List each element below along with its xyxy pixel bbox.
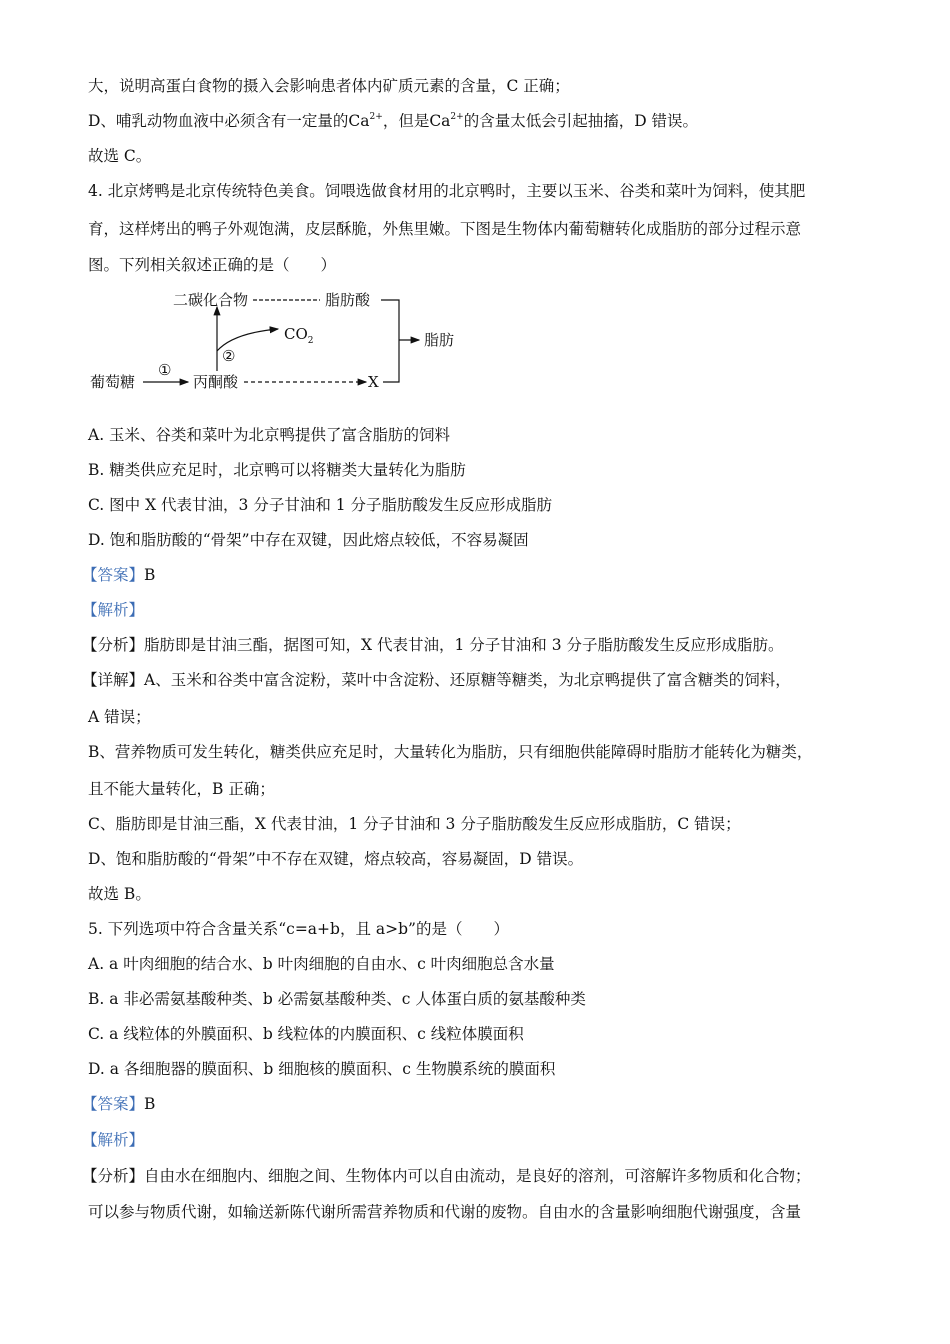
detail-text: A、玉米和谷类中富含淀粉，菜叶中含淀粉、还原糖等糖类，为北京鸭提供了富含糖类的饲料， [144, 671, 791, 689]
detail-label: 【详解】 [82, 671, 145, 689]
answer-value: B [144, 1095, 156, 1113]
text-line: A 错误； [88, 708, 151, 726]
answer-line [82, 565, 155, 585]
text-line [88, 111, 698, 131]
glucose-to-fat-diagram [88, 283, 468, 398]
question-stem: 5. 下列选项中符合含量关系“c=a+b，且 a>b”的是（ ） [88, 920, 509, 938]
option-a: A. a 叶肉细胞的结合水、b 叶肉细胞的自由水、c 叶肉细胞总含水量 [88, 955, 555, 973]
pyruvate-label: 丙酮酸 [193, 373, 239, 391]
text-line: 故选 B。 [88, 885, 151, 903]
option-c: C. a 线粒体的外膜面积、b 线粒体的内膜面积、c 线粒体膜面积 [88, 1025, 524, 1043]
fat-label: 脂肪 [424, 331, 455, 349]
text-line: C、脂肪即是甘油三酯，X 代表甘油，1 分子甘油和 3 分子脂肪酸发生反应形成脂肪，C 错误； [88, 815, 741, 833]
answer-line [82, 1094, 155, 1114]
analysis-text: 脂肪即是甘油三酯，据图可知，X 代表甘油，1 分子甘油和 3 分子脂肪酸发生反应形成脂肪。 [144, 636, 784, 654]
analysis-line [82, 1166, 811, 1186]
glucose-label: 葡萄糖 [90, 373, 136, 391]
answer-value: B [144, 566, 156, 584]
option-d: D. a 各细胞器的膜面积、b 细胞核的膜面积、c 生物膜系统的膜面积 [88, 1060, 556, 1078]
text: ，但是Ca [382, 112, 451, 130]
option-b: B. a 非必需氨基酸种类、b 必需氨基酸种类、c 人体蛋白质的氨基酸种类 [88, 990, 586, 1008]
co2-label: $CO_2$ [284, 325, 314, 346]
question-stem: 4. 北京烤鸭是北京传统特色美食。饲喂选做食材用的北京鸭时，主要以玉米、谷类和菜叶为饲料，使其肥 [88, 182, 806, 200]
analysis-label: 【解析】 [82, 1131, 145, 1149]
analysis-label: 【解析】 [82, 601, 145, 619]
x-label: X [368, 373, 379, 391]
analysis-sub-label: 【分析】 [82, 636, 145, 654]
text: D、哺乳动物血液中必须含有一定量的Ca [88, 112, 370, 130]
text-line: 大，说明高蛋白食物的摄入会影响患者体内矿质元素的含量，C 正确； [88, 77, 570, 95]
answer-label: 【答案】 [82, 566, 145, 584]
superscript: 2+ [369, 112, 383, 122]
step-2-label: ② [222, 347, 236, 365]
fatty-acid-label: 脂肪酸 [325, 291, 371, 309]
step-1-label: ① [158, 361, 172, 379]
text-line: B、营养物质可发生转化，糖类供应充足时，大量转化为脂肪，只有细胞供能障碍时脂肪才能转化为糖类， [88, 743, 813, 761]
analysis-line [82, 635, 783, 655]
option-b: B. 糖类供应充足时，北京鸭可以将糖类大量转化为脂肪 [88, 461, 466, 479]
question-stem: 图。下列相关叙述正确的是（ ） [88, 256, 337, 274]
superscript: 2+ [450, 112, 464, 122]
detail-line [82, 670, 791, 690]
two-carbon-compound-label: 二碳化合物 [173, 291, 249, 309]
question-stem: 育，这样烤出的鸭子外观饱满，皮层酥脆，外焦里嫩。下图是生物体内葡萄糖转化成脂肪的部分过程示意 [88, 220, 802, 238]
text-line: 故选 C。 [88, 147, 152, 165]
option-a: A. 玉米、谷类和菜叶为北京鸭提供了富含脂肪的饲料 [88, 426, 451, 444]
answer-label: 【答案】 [82, 1095, 145, 1113]
analysis-text: 自由水在细胞内、细胞之间、生物体内可以自由流动，是良好的溶剂，可溶解许多物质和化合物； [144, 1167, 811, 1185]
option-d: D. 饱和脂肪酸的“骨架”中存在双键，因此熔点较低，不容易凝固 [88, 531, 529, 549]
option-c: C. 图中 X 代表甘油，3 分子甘油和 1 分子脂肪酸发生反应形成脂肪 [88, 496, 553, 514]
text-line: D、饱和脂肪酸的“骨架”中不存在双键，熔点较高，容易凝固，D 错误。 [88, 850, 584, 868]
text-line: 且不能大量转化，B 正确； [88, 780, 275, 798]
analysis-sub-label: 【分析】 [82, 1167, 145, 1185]
text: 的含量太低会引起抽搐，D 错误。 [463, 112, 699, 130]
text-line: 可以参与物质代谢，如输送新陈代谢所需营养物质和代谢的废物。自由水的含量影响细胞代谢强度，含量 [88, 1203, 802, 1221]
